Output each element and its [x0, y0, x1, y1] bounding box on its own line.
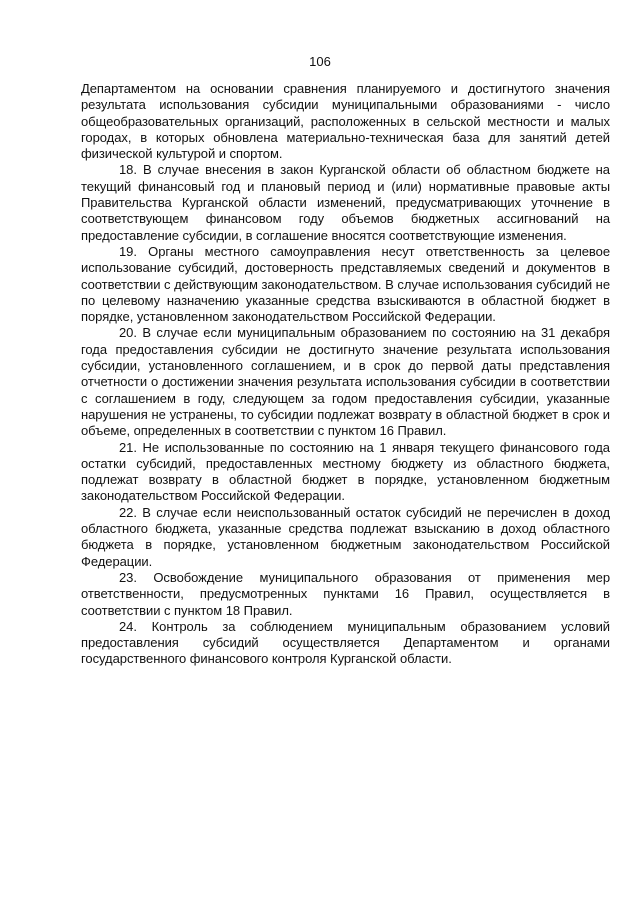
paragraph-19: 19. Органы местного самоуправления несут ответственность за целевое использование субсидий, достоверность представляемых сведений и документов в соответствии с действующим законодательством. В случае использования субсидий не по целевому назначению указанные средства взыскиваются в областной бюджет в порядке, установленном законодательством Российской Федерации.	[81, 243, 610, 325]
paragraph-24: 24. Контроль за соблюдением муниципальным образованием условий предоставления субсидий осуществляется Департаментом и органами государственного финансового контроля Курганской области.	[81, 618, 610, 667]
paragraph-continuation: Департаментом на основании сравнения планируемого и достигнутого значения результата использования субсидии муниципальными образованиями - число общеобразовательных организаций, расположенных в сельской местности и малых городах, в которых обновлена материально-техническая база для занятий детей физической культурой и спортом.	[81, 81, 610, 162]
paragraph-22: 22. В случае если неиспользованный остаток субсидий не перечислен в доход областного бюджета, указанные средства подлежат взысканию в доход областного бюджета в порядке, установленном бюджетным законодательством Российской Федерации.	[81, 504, 610, 569]
paragraph-21: 21. Не использованные по состоянию на 1 января текущего финансового года остатки субсидий, предоставленных местному бюджету из областного бюджета, подлежат возврату в областной бюджет в порядке, установленном бюджетным законодательством Российской Федерации.	[81, 439, 610, 504]
paragraph-23: 23. Освобождение муниципального образования от применения мер ответственности, предусмотренных пунктами 16 Правил, осуществляется в соответствии с пунктом 18 Правил.	[81, 569, 610, 618]
document-body	[81, 81, 610, 668]
paragraph-20: 20. В случае если муниципальным образованием по состоянию на 31 декабря года предоставления субсидии не достигнуто значение результата использования субсидии, установленного соглашением, и в срок до первой даты представления отчетности о достижении значения результата использования субсидии в соответствии с соглашением в году, следующем за годом предоставления субсидии, указанные нарушения не устранены, то субсидии подлежат возврату в областной бюджет в срок и объеме, определенных в соответствии с пунктом 16 Правил.	[81, 325, 610, 439]
paragraph-18: 18. В случае внесения в закон Курганской области об областном бюджете на текущий финансовый год и плановый период и (или) нормативные правовые акты Правительства Курганской области изменений, предусматривающих уточнение в соответствующем финансовом году объемов бюджетных ассигнований на предоставление субсидии, в соглашение вносятся соответствующие изменения.	[81, 162, 610, 243]
page-number: 106	[309, 54, 331, 69]
